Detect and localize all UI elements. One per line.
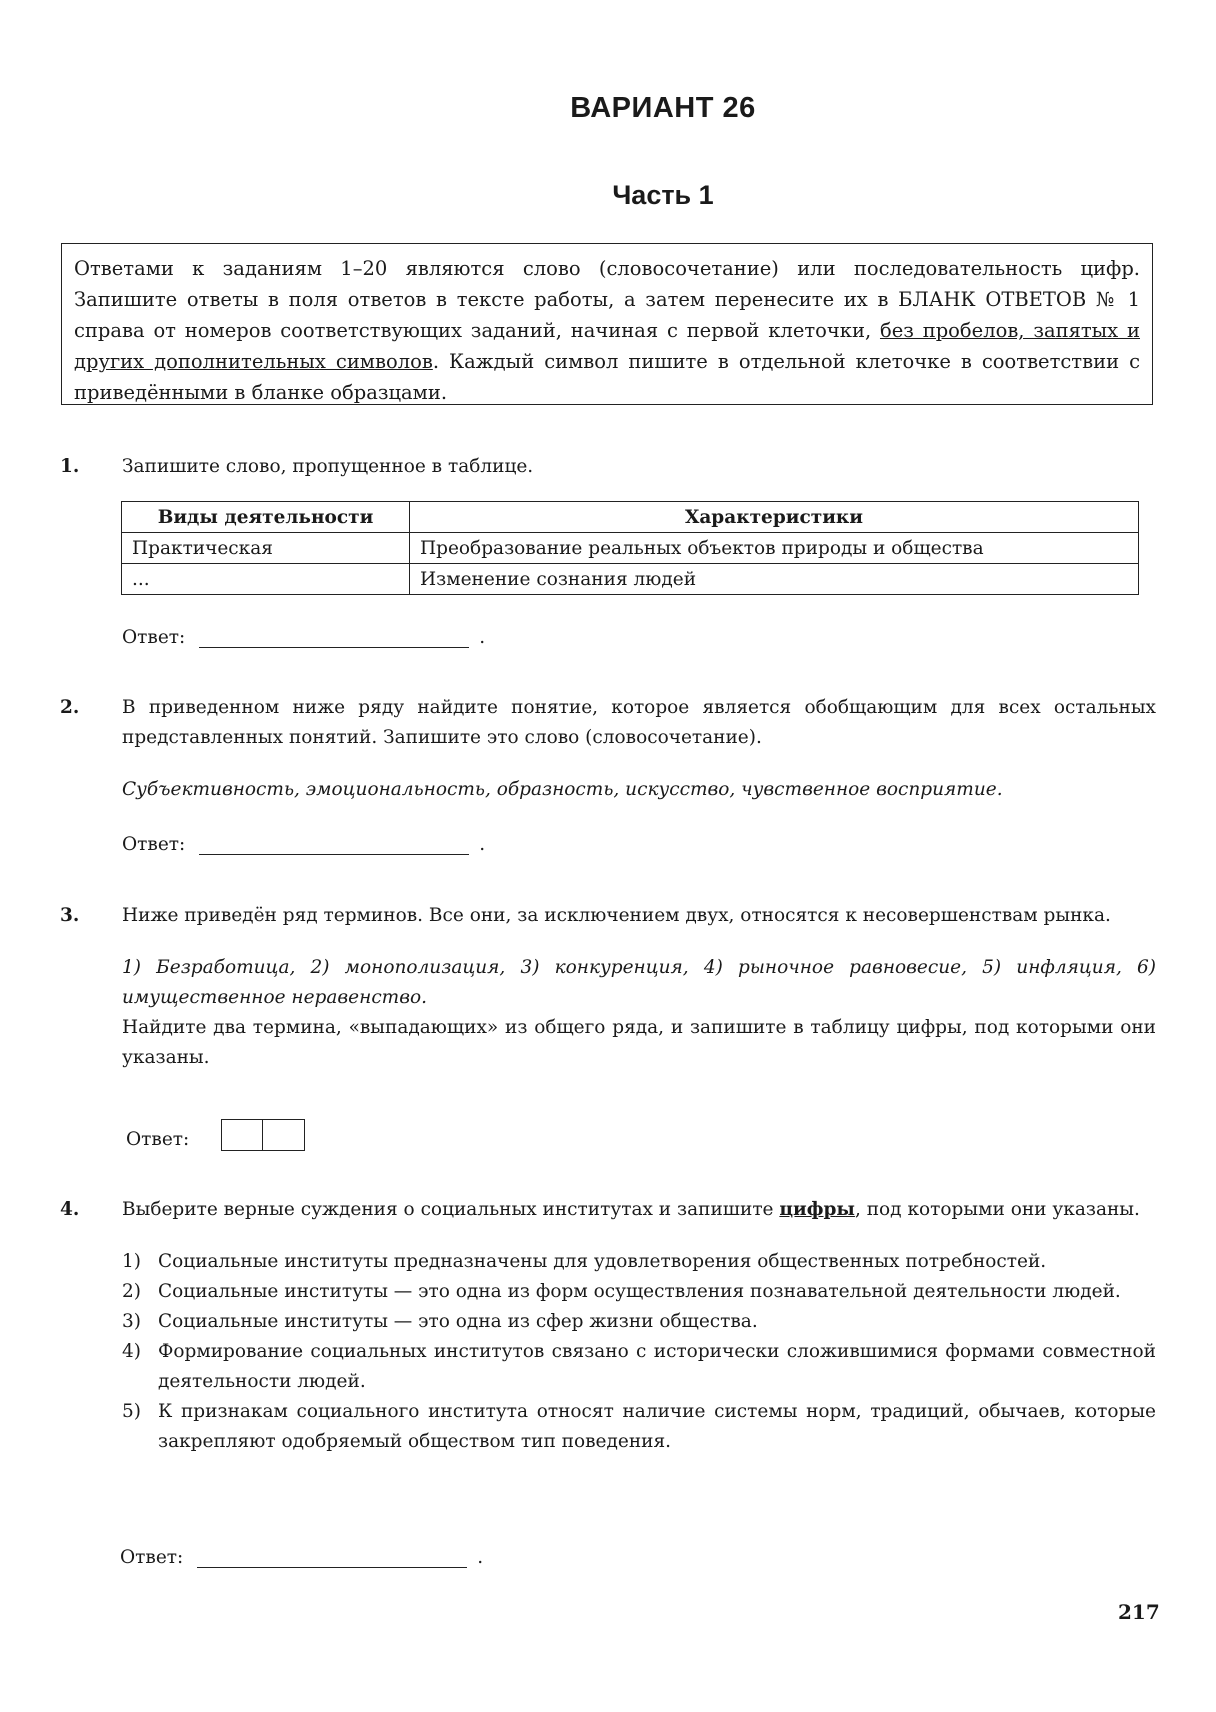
table-cell: Практическая bbox=[122, 533, 410, 564]
option-number: 3) bbox=[122, 1311, 141, 1332]
answer-row-1 bbox=[122, 627, 485, 648]
part-title: Часть 1 bbox=[612, 180, 714, 210]
answer-dot: . bbox=[477, 1547, 484, 1568]
concept-series: Субъективность, эмоциональность, образность, искусство, чувственное восприятие. bbox=[122, 779, 1003, 800]
answer-label: Ответ: bbox=[122, 834, 186, 855]
question-number: 2. bbox=[60, 697, 80, 718]
table-row bbox=[122, 564, 1139, 595]
answer-cell[interactable] bbox=[221, 1119, 263, 1151]
question-2 bbox=[60, 693, 1156, 805]
question-number: 1. bbox=[60, 456, 80, 477]
option-text: К признакам социального института относят наличие системы норм, традиций, обычаев, которые закрепляют одобряемый обществом тип поведения. bbox=[158, 1401, 1156, 1452]
question-number: 4. bbox=[60, 1199, 80, 1220]
question-4 bbox=[60, 1195, 1156, 1457]
instructions-text-start: Ответами к заданиям 1–20 являются слово (словосочетание) или последовательность цифр. Запишите ответы в поля ответов в тексте работы, а затем перенесите их в БЛАНК ОТВЕТОВ № 1 справа от номеров соответствующих заданий, начиная с первой клеточки, bbox=[74, 257, 1140, 342]
table-header-cell: Виды деятельности bbox=[122, 502, 410, 533]
activity-table bbox=[121, 501, 1139, 595]
option-item bbox=[122, 1307, 1156, 1337]
instructions-underlined: без пробелов, запятых и других дополнительных символов bbox=[74, 319, 1140, 373]
option-number: 5) bbox=[122, 1401, 141, 1422]
answer-label: Ответ: bbox=[120, 1547, 184, 1568]
answer-row-3 bbox=[126, 1129, 189, 1150]
terms-list: 1) Безработица, 2) монополизация, 3) конкуренция, 4) рыночное равновесие, 5) инфляция, 6) имущественное неравенство. bbox=[122, 957, 1156, 1008]
answer-field[interactable] bbox=[199, 834, 469, 855]
option-text: Социальные институты — это одна из сфер жизни общества. bbox=[158, 1311, 758, 1332]
answer-boxes bbox=[221, 1119, 305, 1151]
question-number: 3. bbox=[60, 905, 80, 926]
table-cell: Изменение сознания людей bbox=[410, 564, 1139, 595]
answer-row-2 bbox=[122, 834, 485, 855]
question-text-start: Выберите верные суждения о социальных институтах и запишите bbox=[122, 1199, 780, 1220]
question-text: Ниже приведён ряд терминов. Все они, за исключением двух, относятся к несовершенствам рынка. bbox=[122, 905, 1111, 926]
question-1 bbox=[60, 452, 1156, 482]
table-header-row bbox=[122, 502, 1139, 533]
option-text: Социальные институты — это одна из форм осуществления познавательной деятельности людей. bbox=[158, 1281, 1121, 1302]
question-3 bbox=[60, 901, 1156, 1073]
table-cell: Преобразование реальных объектов природы и общества bbox=[410, 533, 1139, 564]
page-number: 217 bbox=[1118, 1600, 1160, 1624]
answer-field[interactable] bbox=[199, 627, 469, 648]
variant-title: ВАРИАНТ 26 bbox=[570, 92, 756, 124]
question-text: В приведенном ниже ряду найдите понятие, которое является обобщающим для всех остальных представленных понятий. Запишите это слово (словосочетание). bbox=[122, 697, 1156, 748]
instructions-box bbox=[61, 243, 1153, 405]
option-item bbox=[122, 1337, 1156, 1397]
answer-cell[interactable] bbox=[263, 1119, 305, 1151]
answer-label: Ответ: bbox=[126, 1129, 190, 1150]
option-item bbox=[122, 1277, 1156, 1307]
table-cell: ... bbox=[122, 564, 410, 595]
option-number: 1) bbox=[122, 1251, 141, 1272]
answer-dot: . bbox=[479, 627, 486, 648]
option-item bbox=[122, 1247, 1156, 1277]
table-header-cell: Характеристики bbox=[410, 502, 1139, 533]
question-text-emphasis: цифры bbox=[779, 1199, 855, 1220]
answer-dot: . bbox=[479, 834, 486, 855]
table-row bbox=[122, 533, 1139, 564]
question-task: Найдите два термина, «выпадающих» из общего ряда, и запишите в таблицу цифры, под которыми они указаны. bbox=[122, 1017, 1156, 1068]
answer-field[interactable] bbox=[197, 1547, 467, 1568]
question-text: Запишите слово, пропущенное в таблице. bbox=[122, 456, 534, 477]
question-text bbox=[122, 1195, 1156, 1225]
answer-row-4 bbox=[120, 1547, 483, 1568]
question-text-end: , под которыми они указаны. bbox=[854, 1199, 1140, 1220]
option-number: 2) bbox=[122, 1281, 141, 1302]
answer-label: Ответ: bbox=[122, 627, 186, 648]
option-item bbox=[122, 1397, 1156, 1457]
option-text: Формирование социальных институтов связано с исторически сложившимися формами совместной деятельности людей. bbox=[158, 1341, 1156, 1392]
option-number: 4) bbox=[122, 1341, 141, 1362]
instructions-text-end: . Каждый символ пишите в отдельной клеточке в соответствии с приведёнными в бланке образцами. bbox=[74, 350, 1140, 404]
option-text: Социальные институты предназначены для удовлетворения общественных потребностей. bbox=[158, 1251, 1047, 1272]
